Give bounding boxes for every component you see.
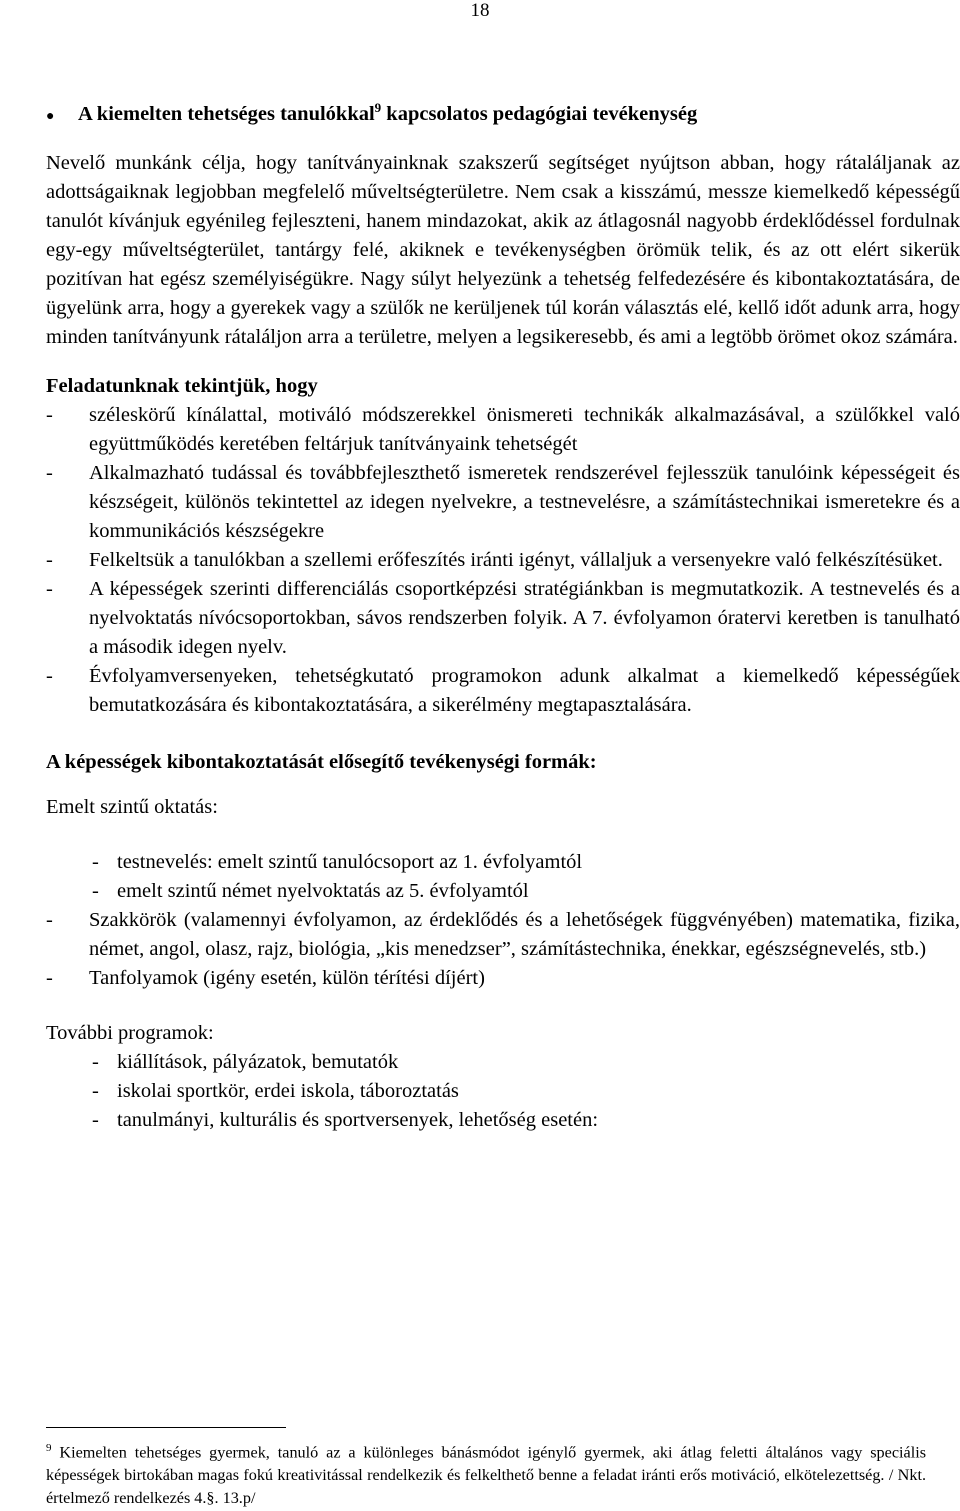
tasks-heading: Feladatunknak tekintjük, hogy bbox=[46, 375, 318, 397]
list-item: - Alkalmazható tudással és továbbfejleszthető ismeretek rendszerével fejlesszük tanulóink képességeit és készségeit, különös tekintettel az idegen nyelvekre, a testnevelésre, a számítástechnikai ismeretekre és a kommunikációs készségekre bbox=[46, 462, 960, 542]
list-item: - szélesk​örű kínálattal, motiváló módszerekkel önismereti technikák alkalmazásával, a szülőkkel való együttműködés keretében feltárjuk tanítványaink tehetségét bbox=[46, 404, 960, 455]
section-heading-text: A kiemelten tehetséges tanulókkal bbox=[78, 103, 375, 125]
intro-paragraph: Nevelő munkánk célja, hogy tanítványainknak szakszerű segítséget nyújtson abban, hogy rátaláljanak az adottságaiknak legjobban megfelelő műveltségterületre. Nem csak a kisszámú, messze kiemelkedő képességű tanulót kívánjuk egyénileg fejleszteni, hanem mindazokat, akik az átlagosnál nagyobb érdeklődéssel fordulnak egy-egy műveltségterület, tantárgy felé, akiknek e tevékenységben örömük telik, és az ott elért sikerük pozitívan hat egész személyiségükre. Nagy súlyt helyezünk a tehetség felfedezésére és kibontakoztatására, de ügyelünk arra, hogy a gyerekek vagy a szülők ne kerüljenek túl korán választás elé, kellő időt adunk arra, hogy minden tanítványunk rátaláljon arra a területre, melyen a legsikeresebb, és ami a legtöbb örömet okoz számára. bbox=[46, 152, 960, 348]
list-item: - kiállítások, pályázatok, bemutatók bbox=[92, 1051, 399, 1073]
footnote bbox=[46, 1437, 926, 1510]
list-item: - Szakkörök (valamennyi évfolyamon, az érdeklődés és a lehetőségek függvényében) matematika, fizika, német, angol, olasz, rajz, biológia, „kis menedzser”, számítástechnika, énekkar, egészségnevelés, stb.) bbox=[46, 909, 960, 960]
list-item: - Tanfolyamok (igény esetén, külön térítési díjért) bbox=[46, 967, 485, 989]
list-item: - emelt szintű német nyelvoktatás az 5. évfolyamtól bbox=[92, 880, 529, 902]
emelt-list bbox=[46, 848, 960, 906]
list-item: - iskolai sportkör, erdei iskola, táboroztatás bbox=[92, 1080, 459, 1102]
document-body bbox=[46, 100, 960, 1135]
section-heading bbox=[46, 100, 960, 131]
footnote-number: 9 bbox=[46, 1442, 52, 1454]
forms-heading: A képességek kibontakoztatását elősegítő tevékenységi formák: bbox=[46, 751, 597, 773]
other-forms-list bbox=[46, 906, 960, 993]
list-item: - tanulmányi, kulturális és sportversenyek, lehetőség esetén: bbox=[92, 1109, 599, 1131]
footnote-text: Kiemelten tehetséges gyermek, tanuló az a különleges bánásmódot igénylő gyermek, aki átlag feletti általános vagy speciális képességek birtokában magas fokú kreativitással rendelkezik és felkelthető benne a feladat iránti erős motiváció, elkötelezettség. / Nkt. értelmező rendelkezés 4.§. 13.p/ bbox=[46, 1443, 926, 1508]
bullet-icon: ● bbox=[46, 109, 55, 124]
emelt-label: Emelt szintű oktatás: bbox=[46, 796, 218, 818]
list-item: - A képességek szerinti differenciálás csoportképzési stratégiánkban is megmutatkozik. A testnevelés és a nyelvoktatás nívócsoportokban, sávos rendszerben folyik. A 7. évfolyamon óratervi keretben is tanulható a második idegen nyelv. bbox=[46, 578, 960, 658]
further-list bbox=[46, 1048, 960, 1135]
page-number: 18 bbox=[470, 0, 490, 21]
list-item: - Évfolyamversenyeken, tehetségkutató programokon adunk alkalmat a kiemelkedő képességűek bemutatkozására és kibontakoztatására, a sikerélmény megtapasztalására. bbox=[46, 665, 960, 716]
list-item: - testnevelés: emelt szintű tanulócsoport az 1. évfolyamtól bbox=[92, 851, 583, 873]
further-label: További programok: bbox=[46, 1022, 214, 1044]
tasks-list bbox=[46, 401, 960, 720]
footnote-ref[interactable]: 9 bbox=[374, 100, 382, 116]
list-item: - Felkeltsük a tanulókban a szellemi erőfeszítés iránti igényt, vállaljuk a versenyekre való felkészítésüket. bbox=[46, 549, 943, 571]
section-heading-rest: kapcsolatos pedagógiai tevékenység bbox=[381, 103, 698, 125]
footnote-divider bbox=[46, 1427, 286, 1428]
